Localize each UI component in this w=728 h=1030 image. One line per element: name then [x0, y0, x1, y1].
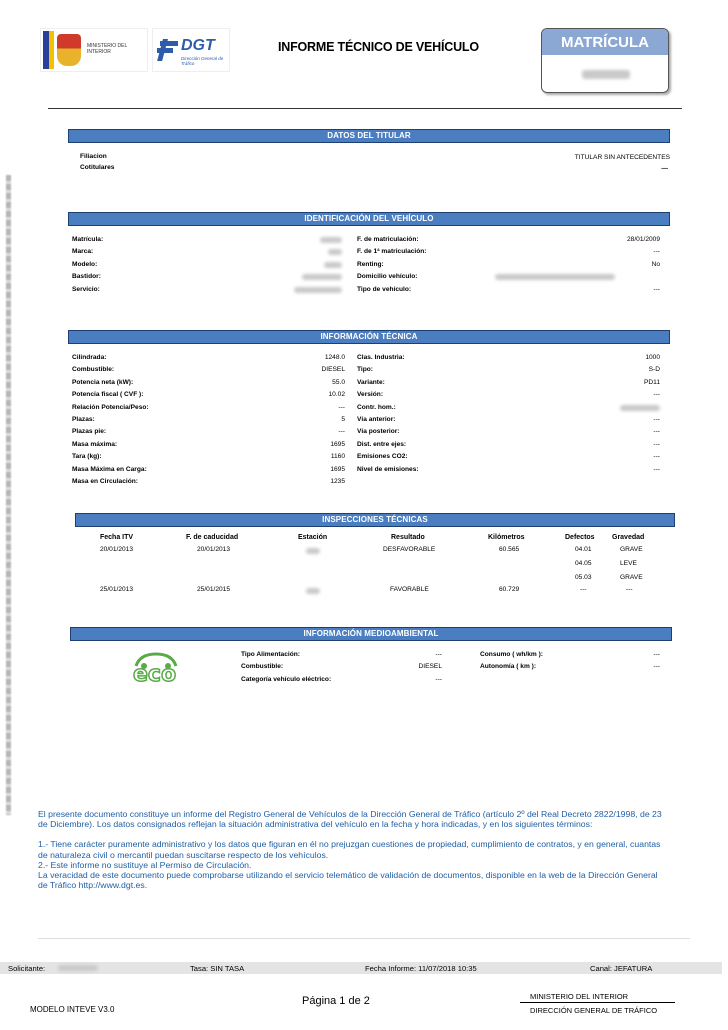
tec-right-value-3: --- — [653, 391, 660, 399]
insp-km-1: 60.729 — [499, 586, 520, 593]
header-divider — [48, 108, 682, 109]
ident-right-value-0: 28/01/2009 — [626, 236, 660, 243]
ident-right-value-2: No — [651, 260, 660, 268]
page-title: INFORME TÉCNICO DE VEHÍCULO — [278, 40, 479, 54]
insp-caducidad-0: 20/01/2013 — [197, 546, 231, 553]
insp-header-1: F. de caducidad — [186, 534, 239, 541]
section-titular: DATOS DEL TITULAR — [68, 129, 670, 143]
legal-p3: 2.- Este informe no sustituye al Permiso de Circulación. — [38, 859, 252, 870]
ident-right-label-2: Renting: — [357, 260, 384, 268]
tec-right-label-8: Emisiones CO2: — [357, 453, 408, 461]
insp-header-3: Resultado — [391, 534, 425, 541]
ident-right-label-1: F. de 1ª matriculación: — [357, 248, 427, 256]
ident-right-label-0: F. de matriculación: — [357, 236, 419, 243]
tec-right-value-6: --- — [653, 428, 660, 436]
insp-km-0: 60.565 — [499, 546, 520, 553]
tec-right-value-2: PD11 — [643, 378, 660, 386]
tec-label-3: Potencia fiscal ( CVF ): — [72, 391, 144, 399]
tec-right-label-7: Dist. entre ejes: — [357, 440, 407, 448]
tec-right-label-6: Vía posterior: — [357, 428, 400, 436]
section-inspecciones: INSPECCIONES TÉCNICAS — [75, 513, 675, 527]
page-number: Página 1 de 2 — [302, 995, 370, 1007]
dgt-subtext: Dirección General de Tráfico — [181, 56, 224, 66]
ident-right-redacted-3 — [495, 274, 615, 280]
filiacion-label: Filiacion — [80, 153, 107, 160]
tec-value-6: --- — [338, 428, 345, 436]
tec-label-9: Masa Máxima en Carga: — [72, 465, 147, 473]
tec-value-0: 1248.0 — [324, 354, 345, 361]
insp-defecto-1-0: --- — [580, 586, 587, 593]
solicitante-label: Solicitante: — [8, 964, 46, 973]
insp-resultado-1: FAVORABLE — [390, 586, 429, 593]
insp-resultado-0: DESFAVORABLE — [383, 546, 436, 553]
filiacion-value: TITULAR SIN ANTECEDENTES — [574, 154, 670, 161]
footer-ministerio: MINISTERIO DEL INTERIOR — [530, 992, 629, 1001]
insp-header-4: Kilómetros — [488, 534, 525, 541]
env-label-2: Categoría vehículo eléctrico: — [241, 675, 332, 683]
tec-value-7: 1695 — [330, 440, 345, 448]
env-label-0: Tipo Alimentación: — [241, 651, 300, 658]
tec-right-label-0: Clas. Industria: — [357, 354, 405, 361]
dgt-text: DGT — [181, 37, 215, 54]
tec-right-value-1: S-D — [648, 366, 660, 374]
env-value-1: DIESEL — [418, 663, 442, 671]
insp-defecto-0-2: 05.03 — [575, 574, 592, 581]
insp-estacion-redacted-0 — [306, 548, 320, 554]
tec-label-1: Combustible: — [72, 366, 115, 374]
footer-divider — [38, 938, 690, 939]
insp-gravedad-0-1: LEVE — [620, 560, 637, 567]
tec-value-8: 1160 — [330, 453, 345, 461]
tec-right-label-9: Nivel de emisiones: — [357, 465, 419, 473]
tec-value-3: 10.02 — [328, 391, 345, 399]
tec-right-redacted-4 — [620, 405, 660, 411]
ident-value-redacted-3 — [302, 274, 342, 280]
tec-right-value-7: --- — [653, 440, 660, 448]
ident-label-1: Marca: — [72, 248, 94, 256]
tec-value-10: 1235 — [330, 478, 345, 485]
section-medioambiental: INFORMACIÓN MEDIOAMBIENTAL — [70, 627, 672, 641]
footer-direccion: DIRECCIÓN GENERAL DE TRÁFICO — [530, 1006, 658, 1015]
canal: Canal: JEFATURA — [590, 964, 653, 973]
tec-right-label-5: Vía anterior: — [357, 416, 396, 423]
ident-value-redacted-0 — [320, 237, 342, 243]
ident-right-label-4: Tipo de vehículo: — [357, 285, 412, 293]
tec-label-7: Masa máxima: — [72, 440, 118, 448]
legal-text — [38, 809, 668, 890]
section-tecnica: INFORMACIÓN TÉCNICA — [68, 330, 670, 344]
tec-right-label-3: Versión: — [357, 391, 384, 399]
cotitulares-value: — — [661, 165, 668, 172]
env-right-label-1: Autonomía ( km ): — [480, 663, 537, 671]
env-value-2: --- — [435, 675, 442, 683]
tec-label-6: Plazas pie: — [72, 428, 107, 436]
ident-label-0: Matrícula: — [72, 236, 104, 243]
tec-label-5: Plazas: — [72, 416, 95, 423]
ident-value-redacted-2 — [324, 262, 342, 268]
tec-value-5: 5 — [341, 416, 345, 423]
ident-label-2: Modelo: — [72, 260, 98, 268]
insp-gravedad-1-0: --- — [626, 586, 633, 593]
legal-p4: La veracidad de este documento puede comprobarse utilizando el servicio telemático de validación de documentos, disponible en la web de la Dirección General de Tráfico http://www.dgt.es. — [38, 870, 658, 891]
legal-p2: 1.- Tiene carácter puramente administrativo y los datos que figuran en él no prejuzgan cuestiones de propiedad, cumplimiento de contratos, y en general, cuantas de naturaleza civil o mercantil puedan suscitarse respecto de los vehículos. — [38, 839, 661, 860]
footer-rule — [520, 1002, 675, 1003]
insp-header-2: Estación — [298, 534, 328, 541]
coat-of-arms-icon — [57, 34, 81, 66]
tec-label-0: Cilindrada: — [72, 354, 107, 361]
dgt-cross-icon — [156, 39, 180, 61]
matricula-label: MATRÍCULA — [542, 29, 668, 55]
tec-right-value-9: --- — [653, 465, 660, 473]
dgt-logo — [152, 28, 230, 72]
footer-info-bar — [0, 962, 722, 974]
env-value-0: --- — [435, 651, 442, 658]
insp-caducidad-1: 25/01/2015 — [197, 586, 231, 593]
insp-estacion-redacted-1 — [306, 588, 320, 594]
ident-right-value-1: --- — [653, 248, 660, 256]
eco-badge — [130, 648, 182, 690]
insp-fecha-0: 20/01/2013 — [100, 546, 134, 553]
solicitante-value — [58, 965, 98, 971]
fecha-informe: Fecha Informe: 11/07/2018 10:35 — [365, 964, 477, 973]
tec-label-2: Potencia neta (kW): — [72, 378, 134, 386]
matricula-value — [582, 70, 630, 79]
section-identificacion: IDENTIFICACIÓN DEL VEHÍCULO — [68, 212, 670, 226]
tec-right-label-2: Variante: — [357, 378, 385, 386]
tec-label-8: Tara (kg): — [72, 453, 102, 461]
eco-label: eco — [133, 662, 177, 687]
ministerio-text: MINISTERIO DEL INTERIOR — [87, 43, 128, 55]
ident-label-4: Servicio: — [72, 285, 100, 293]
tec-right-label-4: Contr. hom.: — [357, 403, 396, 411]
tasa: Tasa: SIN TASA — [190, 964, 245, 973]
ministerio-logo — [40, 28, 148, 72]
modelo-label: MODELO INTEVE V3.0 — [30, 1005, 115, 1014]
tec-right-label-1: Tipo: — [357, 366, 373, 374]
insp-gravedad-0-0: GRAVE — [620, 546, 643, 553]
ident-label-3: Bastidor: — [72, 273, 101, 281]
tec-value-2: 55.0 — [332, 378, 345, 386]
legal-p1: El presente documento constituye un informe del Registro General de Vehículos de la Dirección General de Tráfico (artículo 2º del Real Decreto 2822/1998, de 23 de Diciembre). Los datos consignados reflejan la situación administrativa del vehículo en la fecha y hora indicadas, y en los siguientes términos: — [38, 809, 662, 830]
tec-value-4: --- — [338, 403, 345, 411]
tec-value-1: DIESEL — [321, 366, 345, 374]
tec-label-4: Relación Potencia/Peso: — [72, 403, 149, 411]
env-label-1: Combustible: — [241, 663, 284, 671]
env-right-value-0: --- — [653, 651, 660, 658]
insp-defecto-0-1: 04.05 — [575, 560, 592, 567]
tec-label-10: Masa en Circulación: — [72, 478, 138, 485]
ident-right-value-4: --- — [653, 285, 660, 293]
insp-defecto-0-0: 04.01 — [575, 546, 592, 553]
ident-right-label-3: Domicilio vehículo: — [357, 273, 418, 281]
insp-gravedad-0-2: GRAVE — [620, 574, 643, 581]
tec-right-value-8: --- — [653, 453, 660, 461]
insp-fecha-1: 25/01/2013 — [100, 586, 134, 593]
cotitulares-label: Cotitulares — [80, 164, 115, 171]
env-right-label-0: Consumo ( wh/km ): — [480, 651, 544, 658]
tec-right-value-5: --- — [653, 416, 660, 423]
insp-header-0: Fecha ITV — [100, 534, 134, 541]
tec-value-9: 1695 — [330, 465, 345, 473]
insp-header-6: Gravedad — [612, 534, 645, 541]
ident-value-redacted-4 — [294, 287, 342, 293]
ident-value-redacted-1 — [328, 249, 342, 255]
matricula-box — [541, 28, 669, 93]
tec-right-value-0: 1000 — [645, 354, 660, 361]
insp-header-5: Defectos — [565, 534, 595, 541]
env-right-value-1: --- — [653, 663, 660, 671]
side-verification-code — [6, 175, 11, 815]
